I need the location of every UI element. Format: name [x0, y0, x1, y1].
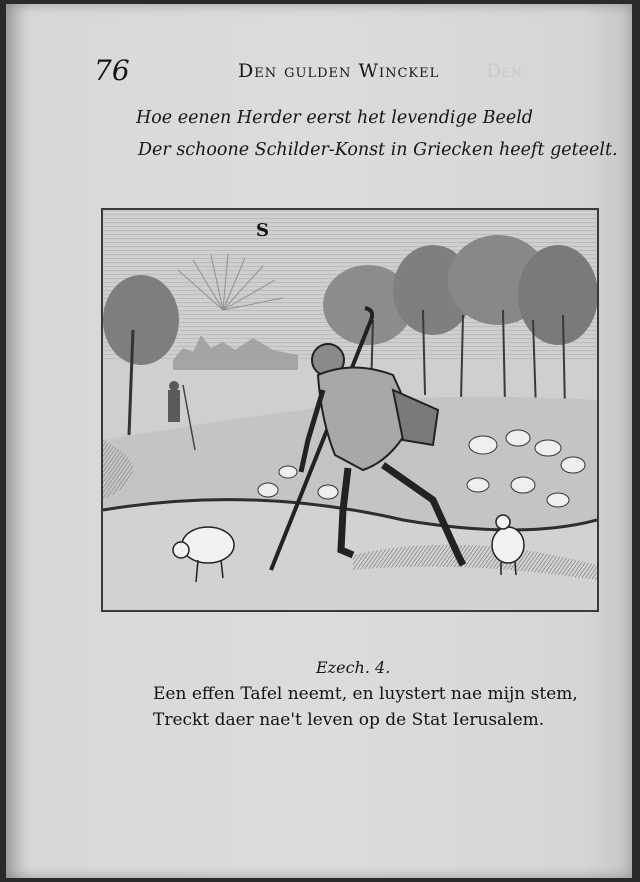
running-head: Den gulden Winckel	[238, 60, 440, 82]
book-page	[6, 4, 632, 878]
motto-verse-line-2: Treckt daer nae't leven op de Stat Ierusalem.	[153, 710, 545, 730]
engraving-plate	[101, 208, 599, 612]
page-number: 76	[94, 54, 130, 87]
motto-verse-line-1: Een effen Tafel neemt, en luystert nae mijn stem,	[153, 684, 578, 704]
engraving-illustration	[103, 210, 597, 610]
scripture-reference: Ezech. 4.	[316, 658, 391, 677]
title-verse-line-1: Hoe eenen Herder eerst het levendige Beeld	[136, 108, 533, 128]
bleed-through-text: Den	[486, 60, 523, 82]
title-verse-line-2: Der schoone Schilder-Konst in Griecken heeft geteelt.	[138, 140, 618, 160]
plate-letter: S	[256, 220, 269, 241]
